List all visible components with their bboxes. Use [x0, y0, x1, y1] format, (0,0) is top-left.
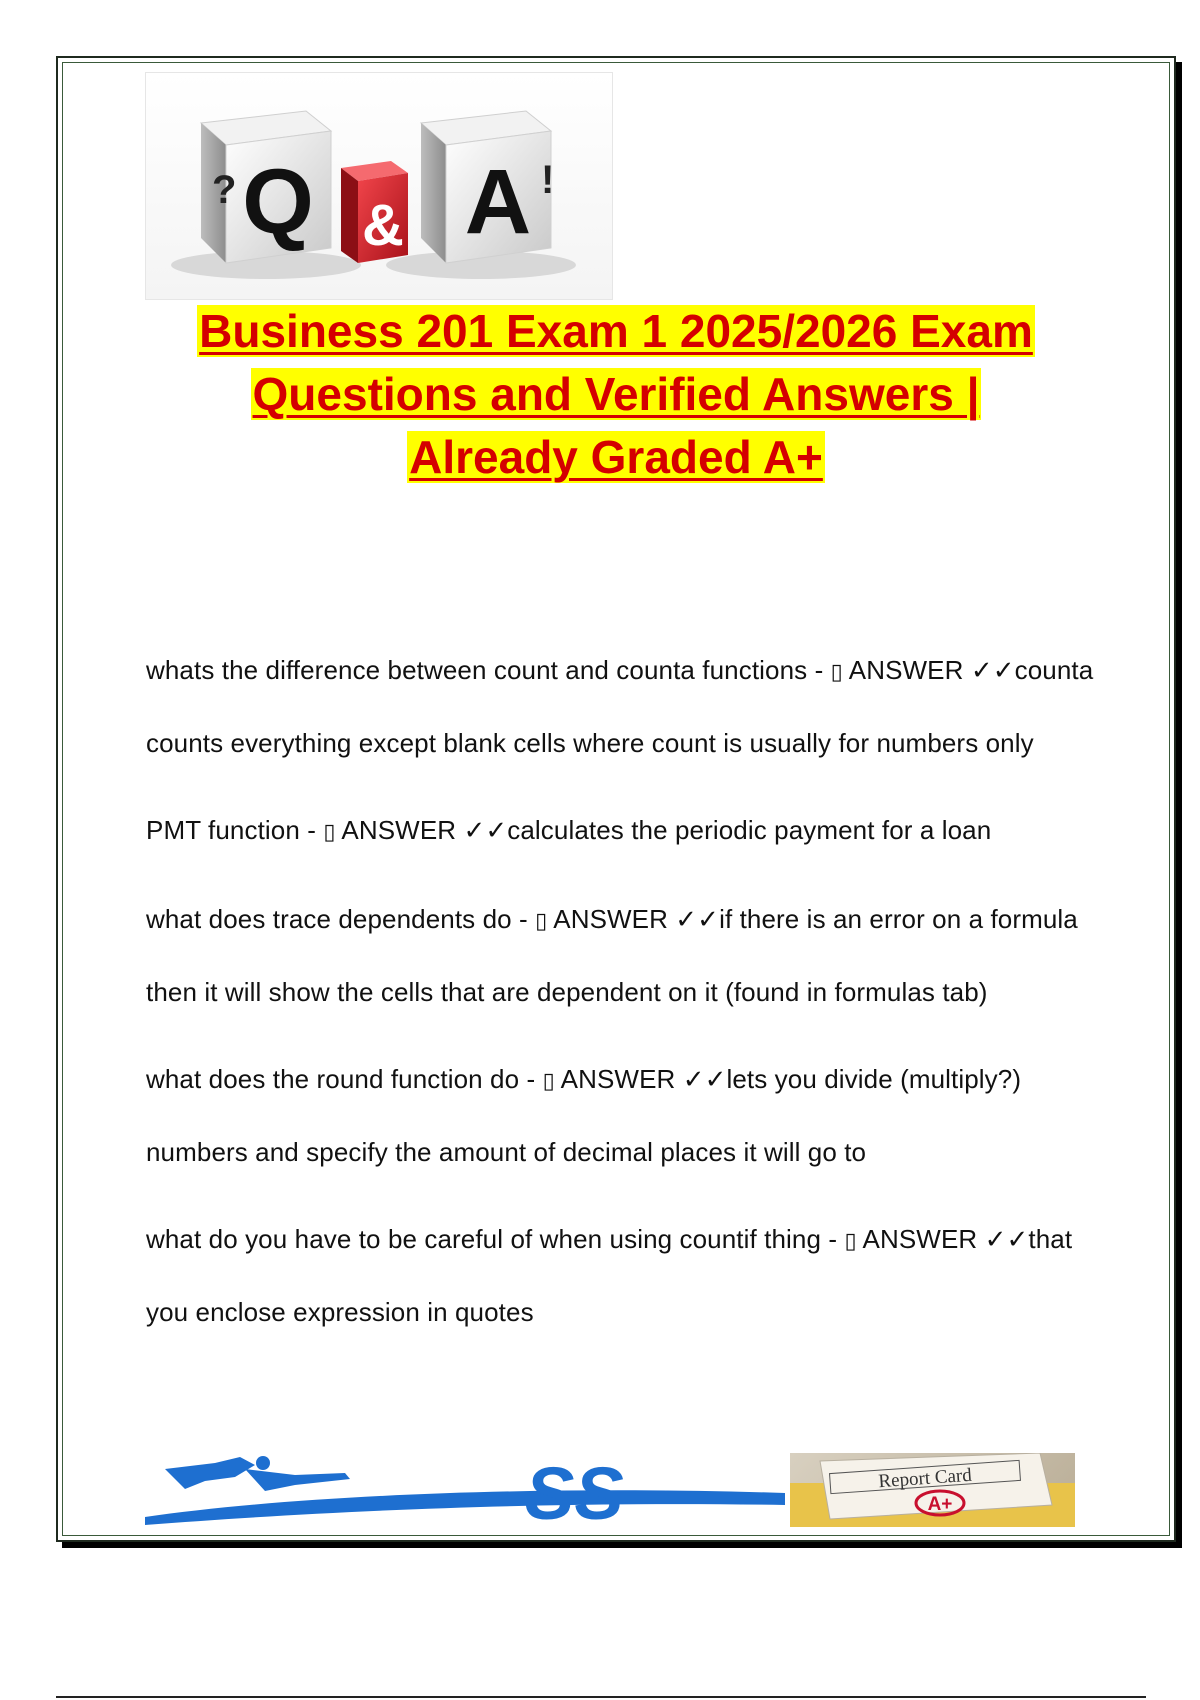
qa-item	[146, 635, 1106, 779]
answer-text: that you enclose expression in quotes	[146, 1224, 1073, 1327]
double-check-icon: ✓✓	[970, 656, 1015, 686]
question-text: whats the difference between count and counta functions -	[146, 655, 824, 685]
double-check-icon: ✓✓	[463, 816, 508, 846]
title-line-3: Already Graded A+	[409, 431, 823, 483]
title-line-2: Questions and Verified Answers |	[252, 368, 980, 420]
report-card-label: Report Card	[877, 1464, 973, 1493]
die-letter-q: Q	[242, 151, 314, 253]
answer-label: ANSWER	[560, 1064, 676, 1094]
answer-label: ANSWER	[848, 655, 964, 685]
qa-list	[146, 635, 1106, 1348]
report-card-image	[790, 1453, 1075, 1527]
answer-label: ANSWER	[341, 815, 457, 845]
qa-item	[146, 884, 1106, 1028]
missing-glyph-icon: ▯	[535, 909, 548, 934]
answer-text: calculates the periodic payment for a loan	[507, 815, 992, 845]
question-text: what do you have to be careful of when using countif thing -	[146, 1224, 838, 1254]
answer-text: lets you divide (multiply?) numbers and specify the amount of decimal places it will go to	[146, 1064, 1022, 1167]
double-check-icon: ✓✓	[984, 1225, 1029, 1255]
die-letter-a: A	[464, 151, 532, 253]
answer-label: ANSWER	[862, 1224, 978, 1254]
missing-glyph-icon: ▯	[830, 660, 843, 685]
double-check-icon: ✓✓	[682, 1065, 727, 1095]
double-check-icon: ✓✓	[675, 905, 720, 935]
missing-glyph-icon: ▯	[844, 1229, 857, 1254]
question-text: PMT function -	[146, 815, 316, 845]
die-question-mark: ?	[212, 168, 237, 212]
missing-glyph-icon: ▯	[323, 820, 336, 845]
title-line-1: Business 201 Exam 1 2025/2026 Exam	[199, 305, 1033, 357]
page-title	[100, 300, 1132, 489]
qa-item	[146, 795, 1106, 868]
die-exclamation-mark: !	[541, 158, 555, 202]
answer-text: counta counts everything except blank cells where count is usually for numbers only	[146, 655, 1094, 758]
answer-text: if there is an error on a formula then it will show the cells that are dependent on it (found in formulas tab)	[146, 904, 1078, 1007]
missing-glyph-icon: ▯	[542, 1069, 555, 1094]
qa-item	[146, 1204, 1106, 1348]
question-text: what does trace dependents do -	[146, 904, 528, 934]
success-word: success	[150, 1486, 308, 1527]
svg-text:SS: SS	[525, 1455, 624, 1527]
qa-item	[146, 1044, 1106, 1188]
report-card-grade: A+	[927, 1494, 953, 1515]
qa-dice-image	[145, 72, 613, 300]
footer-divider	[56, 1696, 1146, 1698]
die-ampersand: &	[362, 193, 404, 258]
success-banner-image	[145, 1455, 785, 1527]
answer-label: ANSWER	[553, 904, 668, 934]
question-text: what does the round function do -	[146, 1064, 536, 1094]
